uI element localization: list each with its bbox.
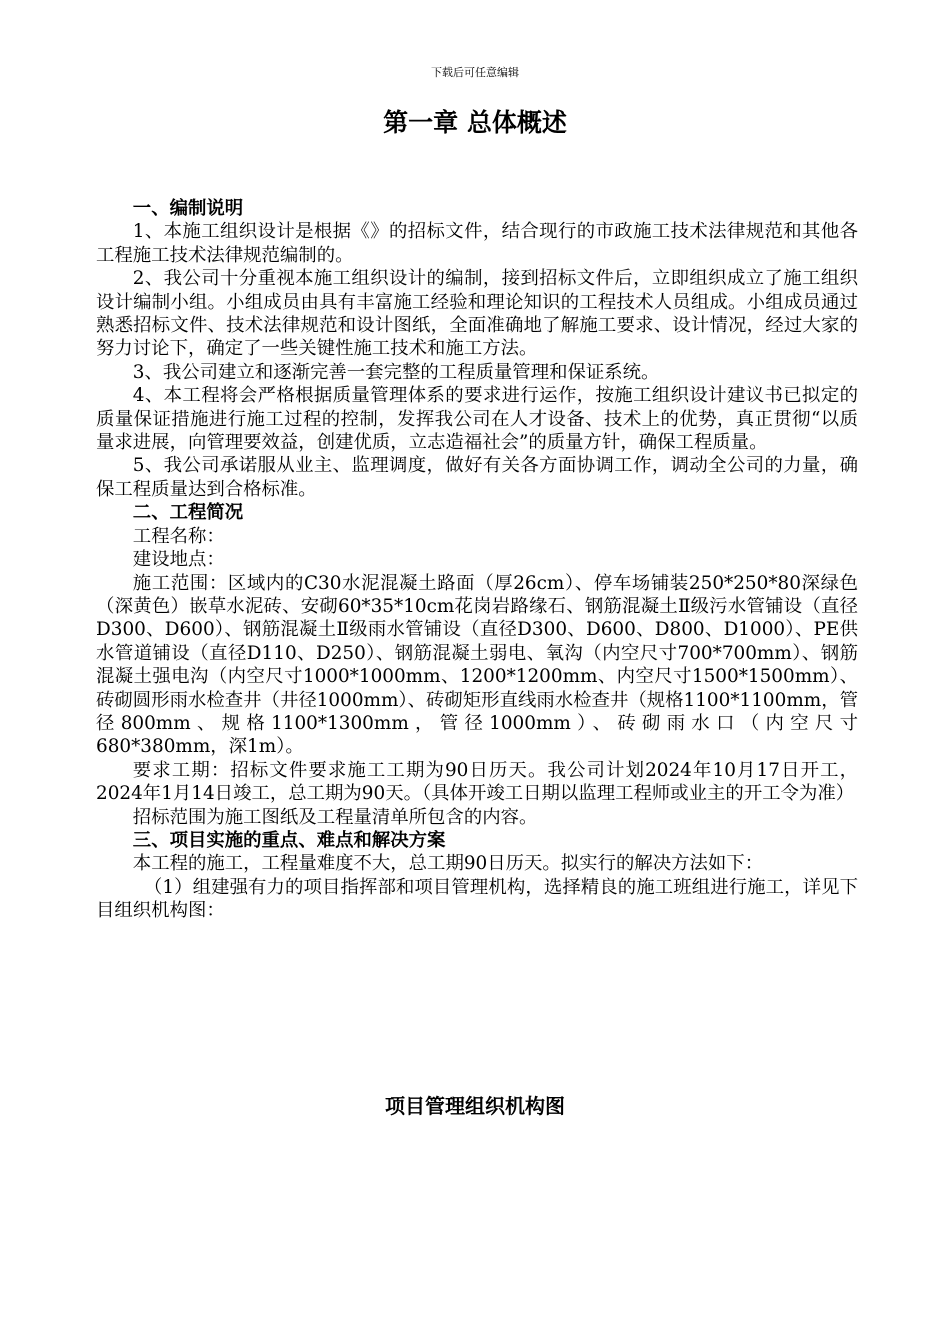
section-heading-key-points: 三、项目实施的重点、难点和解决方案 <box>132 829 446 851</box>
section-heading-compile-notes: 一、编制说明 <box>132 198 244 219</box>
bid-range-paragraph: 招标范围为施工图纸及工程量清单所包含的内容。 <box>132 806 538 828</box>
construction-scope-paragraph: 施工范围：区域内的C30水泥混凝土路面（厚26cm）、停车场铺装250*250*80深绿色（深黄色）嵌草水泥砖、安砌60*35*10cm花岗岩路缘石、钢筋混凝土Ⅱ级污水管铺设（直径D300、D600）、钢筋混凝土Ⅱ级雨水管铺设（直径D300、D600、D800、D1000）、PE供水管道铺设（直径D110、D250）、钢筋混凝土弱电、氧沟（内空尺寸700*700mm）、钢筋混凝土强电沟（内空尺寸1000*1000mm、1200*1200mm、内空尺寸1500*1500mm）、砖砌圆形雨水检查井（井径1000mm）、砖砌矩形直线雨水检查井（规格1100*1100mm，管径800mm、规格1100*1300mm，管径1000mm）、砖砌雨水口（内空尺寸680*380mm，深1m）。 <box>96 572 858 758</box>
paragraph: 4、本工程将会严格根据质量管理体系的要求进行运作，按施工组织设计建议书已拟定的质量保证措施进行施工过程的控制，发挥我公司在人才设备、技术上的优势，真正贯彻“以质量求进展，向管理要效益，创建优质，立志造福社会”的质量方针，确保工程质量。 <box>96 385 858 454</box>
paragraph: 5、我公司承诺服从业主、监理调度，做好有关各方面协调工作，调动全公司的力量，确保工程质量达到合格标准。 <box>96 455 858 500</box>
construction-period-paragraph: 要求工期：招标文件要求施工工期为90日历天。我公司计划2024年10月17日开工，2024年1月14日竣工，总工期为90天。（具体开竣工日期以监理工程师或业主的开工令为准） <box>96 759 858 805</box>
chapter-title: 第一章 总体概述 <box>383 108 567 137</box>
section-heading-project-overview: 二、工程简况 <box>132 502 244 524</box>
paragraph: 1、本施工组织设计是根据《》的招标文件，结合现行的市政施工技术法律规范和其他各工程施工技术法律规范编制的。 <box>96 221 858 266</box>
header-note: 下载后可任意编辑 <box>431 66 519 79</box>
project-location-line: 建设地点： <box>132 549 225 571</box>
figure-title: 项目管理组织机构图 <box>385 1094 565 1118</box>
paragraph: 2、我公司十分重视本施工组织设计的编制，接到招标文件后，立即组织成立了施工组织设计编制小组。小组成员由具有丰富施工经验和理论知识的工程技术人员组成。小组成员通过熟悉招标文件、技术法律规范和设计图纸，全面准确地了解施工要求、设计情况，经过大家的努力讨论下，确定了一些关键性施工技术和施工方法。 <box>96 268 858 360</box>
document-body <box>96 197 858 923</box>
project-name-line: 工程名称： <box>132 525 225 547</box>
paragraph: 本工程的施工，工程量难度不大，总工期90日历天。拟实行的解决方法如下： <box>132 853 764 875</box>
paragraph: （1）组建强有力的项目指挥部和项目管理机构，选择精良的施工班组进行施工，详见下目组织机构图： <box>96 876 858 922</box>
paragraph: 3、我公司建立和逐渐完善一套完整的工程质量管理和保证系统。 <box>132 361 660 383</box>
